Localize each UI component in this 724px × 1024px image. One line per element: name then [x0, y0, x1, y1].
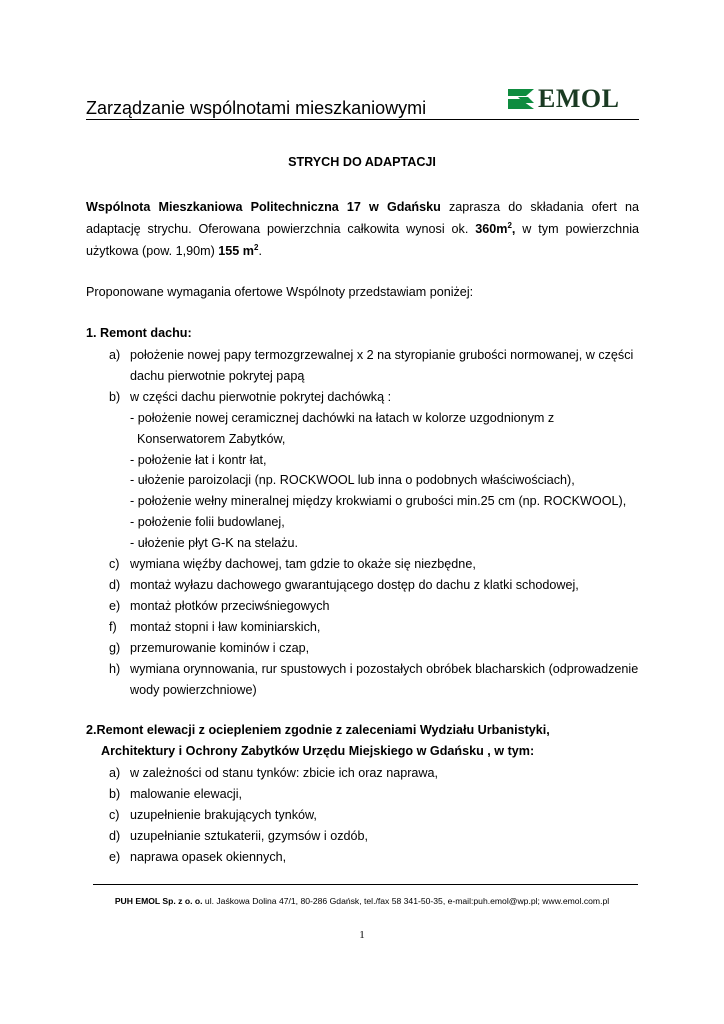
intro-text-1: zaprasza do składania ofert na adaptację strychu. Oferowana powierzchnia całkowita wynosi ok.: [86, 200, 639, 236]
header-title: Zarządzanie wspólnotami mieszkaniowymi: [86, 98, 427, 118]
page-number: 1: [359, 929, 365, 941]
item-text: wymiana orynnowania, rur spustowych i pozostałych obróbek blacharskich (odprowadzenie: [130, 662, 639, 676]
section-1-title: 1. Remont dachu:: [86, 326, 192, 340]
item-text: w zależności od stanu tynków: zbicie ich oraz naprawa,: [130, 766, 438, 780]
intro-end: .: [258, 244, 262, 258]
emol-logo: [506, 82, 640, 116]
logo-text: EMOL: [538, 84, 620, 113]
item-text: montaż płotków przeciwśniegowych: [130, 599, 330, 613]
sub-item: - ułożenie płyt G-K na stelażu.: [130, 536, 298, 550]
footer-text: [0, 896, 724, 906]
intro-area-usable: [218, 244, 258, 258]
intro-org: Wspólnota Mieszkaniowa Politechniczna 17 w Gdańsku: [86, 200, 441, 214]
item-text-continued: dachu pierwotnie pokrytej papą: [130, 369, 305, 383]
emol-logo-mark-icon: [506, 87, 536, 111]
item-label: g): [109, 641, 121, 655]
section-2-title: 2.Remont elewacji z ociepleniem zgodnie z zaleceniami Wydziału Urbanistyki,: [86, 723, 550, 737]
item-label: b): [109, 390, 121, 404]
footer-company: PUH EMOL Sp. z o. o.: [114, 896, 203, 906]
intro-text-2: w tym powierzchnia użytkowa (pow. 1,90m): [86, 222, 639, 258]
item-label: h): [109, 662, 121, 676]
area-total-value: 360m: [475, 222, 508, 236]
sub-item: Konserwatorem Zabytków,: [137, 432, 286, 446]
item-text: przemurowanie kominów i czap,: [130, 641, 310, 655]
item-label: c): [109, 808, 120, 822]
item-text: wymiana więźby dachowej, tam gdzie to okaże się niezbędne,: [130, 557, 476, 571]
section-2-title-continued: Architektury i Ochrony Zabytków Urzędu Miejskiego w Gdańsku , w tym:: [101, 744, 535, 758]
area-usable-sup: 2: [254, 242, 259, 252]
header-rule: [86, 119, 639, 120]
document-heading: STRYCH DO ADAPTACJI: [288, 155, 436, 169]
sub-item: - położenie wełny mineralnej między krokwiami o grubości min.25 cm (np. ROCKWOOL),: [130, 494, 627, 508]
item-label: f): [109, 620, 117, 634]
sub-item: - położenie łat i kontr łat,: [130, 453, 267, 467]
item-label: c): [109, 557, 120, 571]
item-label: e): [109, 850, 121, 864]
area-usable-value: 155 m: [218, 244, 255, 258]
footer-contact: ul. Jaśkowa Dolina 47/1, 80-286 Gdańsk, tel./fax 58 341-50-35, e-mail:puh.emol@wp.pl; www.emol.com.pl: [202, 896, 610, 906]
area-total-sup: 2: [507, 220, 512, 230]
item-text: montaż stopni i ław kominiarskich,: [130, 620, 321, 634]
item-label: a): [109, 348, 121, 362]
sub-item: - położenie folii budowlanej,: [130, 515, 285, 529]
footer-rule: [93, 884, 638, 885]
item-label: e): [109, 599, 121, 613]
sub-item: - położenie nowej ceramicznej dachówki na łatach w kolorze uzgodnionym z: [130, 411, 555, 425]
item-text: malowanie elewacji,: [130, 787, 242, 801]
item-text: montaż wyłazu dachowego gwarantującego dostęp do dachu z klatki schodowej,: [130, 578, 579, 592]
item-label: d): [109, 578, 121, 592]
intro-area-total: [475, 222, 515, 236]
item-text: położenie nowej papy termozgrzewalnej x 2 na styropianie grubości normowanej, w części: [130, 348, 634, 362]
item-text: naprawa opasek okiennych,: [130, 850, 287, 864]
item-label: d): [109, 829, 121, 843]
intro-paragraph: [86, 196, 639, 262]
item-label: a): [109, 766, 121, 780]
sub-item: - ułożenie paroizolacji (np. ROCKWOOL lub inna o podobnych właściwościach),: [130, 473, 575, 487]
item-text: uzupełnianie sztukaterii, gzymsów i ozdób,: [130, 829, 369, 843]
item-text: w części dachu pierwotnie pokrytej dachówką :: [130, 390, 392, 404]
area-total-comma: ,: [511, 222, 516, 236]
item-label: b): [109, 787, 121, 801]
item-text-continued: wody powierzchniowe): [130, 683, 257, 697]
item-text: uzupełnienie brakujących tynków,: [130, 808, 317, 822]
proposal-text: Proponowane wymagania ofertowe Wspólnoty przedstawiam poniżej:: [86, 285, 474, 299]
